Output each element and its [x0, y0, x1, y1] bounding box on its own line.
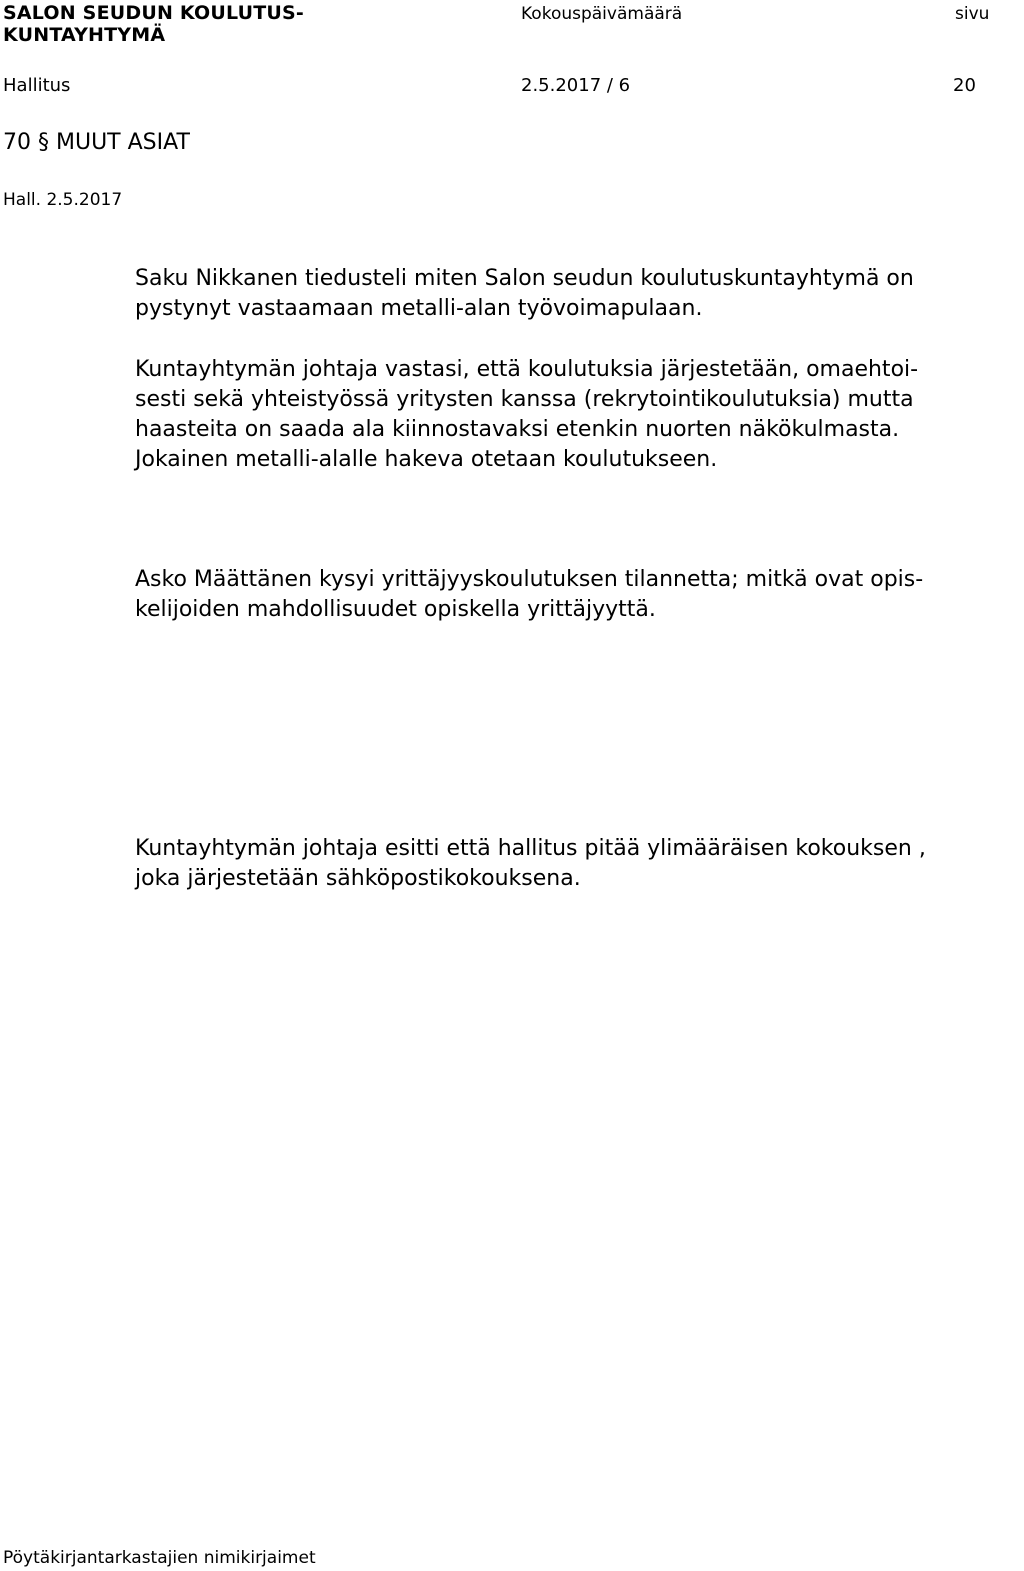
page-number: 20: [953, 75, 976, 96]
section-date: Hall. 2.5.2017: [3, 190, 123, 210]
organization-name-line2: KUNTAYHTYMÄ: [3, 24, 166, 46]
paragraph-line: Kuntayhtymän johtaja esitti että hallitus pitää ylimääräisen kokouksen ,: [135, 836, 926, 861]
page-label: sivu: [955, 4, 990, 24]
paragraph-line: joka järjestetään sähköpostikokouksena.: [135, 866, 581, 891]
paragraph-question-metal-industry: [135, 264, 1015, 324]
paragraph-line: sesti sekä yhteistyössä yritysten kanssa (rekrytointikoulutuksia) mutta: [135, 387, 914, 412]
meeting-date: 2.5.2017 / 6: [521, 75, 631, 96]
paragraph-line: kelijoiden mahdollisuudet opiskella yrittäjyyttä.: [135, 597, 656, 622]
minutes-checkers-initials-label: Pöytäkirjantarkastajien nimikirjaimet: [3, 1548, 316, 1568]
paragraph-question-entrepreneurship: [135, 565, 1015, 625]
paragraph-extra-meeting-proposal: [135, 834, 1015, 894]
paragraph-answer-metal-industry: [135, 355, 1015, 475]
paragraph-line: haasteita on saada ala kiinnostavaksi etenkin nuorten näkökulmasta.: [135, 417, 900, 442]
meeting-date-label: Kokouspäivämäärä: [521, 4, 683, 24]
paragraph-line: Kuntayhtymän johtaja vastasi, että koulutuksia järjestetään, omaehtoi-: [135, 357, 919, 382]
organization-name-line1: SALON SEUDUN KOULUTUS-: [3, 2, 304, 24]
paragraph-line: pystynyt vastaamaan metalli-alan työvoimapulaan.: [135, 296, 703, 321]
governing-body-name: Hallitus: [3, 75, 71, 96]
paragraph-line: Saku Nikkanen tiedusteli miten Salon seudun koulutuskuntayhtymä on: [135, 266, 914, 291]
section-title: 70 § MUUT ASIAT: [3, 130, 190, 155]
paragraph-line: Asko Määttänen kysyi yrittäjyyskoulutuksen tilannetta; mitkä ovat opis-: [135, 567, 924, 592]
paragraph-line: Jokainen metalli-alalle hakeva otetaan koulutukseen.: [135, 447, 718, 472]
